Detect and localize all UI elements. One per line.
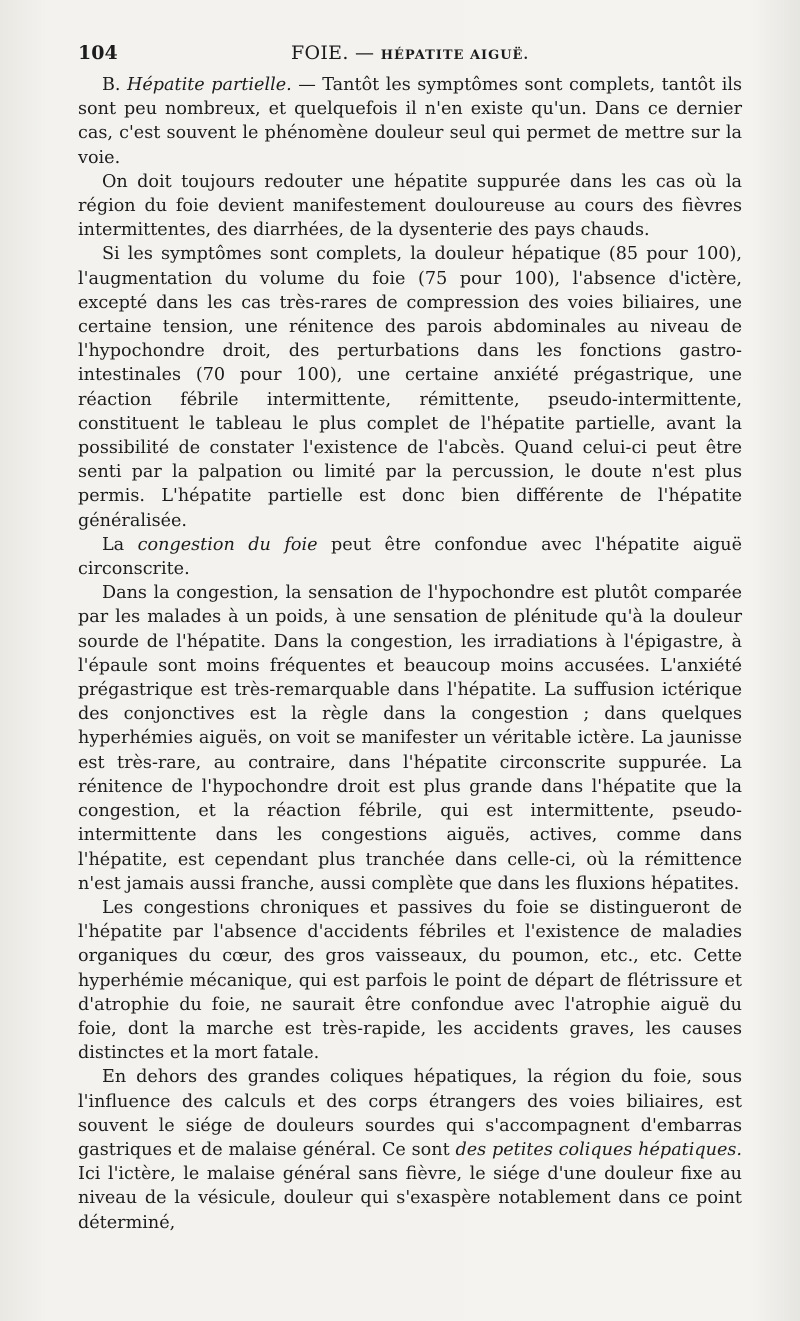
- paragraph-text: — Tantôt les symptômes sont complets, tantôt ils sont peu nombreux, et quelquefois il n'en existe qu'un. Dans ce dernier cas, c'est souvent le phénomène douleur seul qui permet de mettre sur la voie.: [78, 75, 742, 168]
- paragraph-coliques: [78, 1065, 742, 1234]
- section-heading: Hépatite partielle.: [127, 75, 292, 95]
- page-header: [78, 42, 742, 68]
- paragraph-sensation: Dans la congestion, la sensation de l'hypochondre est plutôt comparée par les malades à un poids, à une sensation de plénitude qu'à la douleur sourde de l'hépatite. Dans la congestion, les irradiations à l'épigastre, à l'épaule sont moins fréquentes et beaucoup moins accusées. L'anxiété prégastrique est très-remarquable dans l'hépatite. La suffusion ictérique des conjonctives est la règle dans la congestion ; dans quelques hyperhémies aiguës, on voit se manifester un véritable ictère. La jaunisse est très-rare, au contraire, dans l'hépatite circonscrite suppurée. La rénitence de l'hypochondre droit est plus grande dans l'hépatite que la congestion, et la réaction fébrile, qui est intermittente, pseudo-intermittente dans les congestions aiguës, actives, comme dans l'hépatite, est cependant plus tranchée dans celle-ci, où la rémittence n'est jamais aussi franche, aussi complète que dans les fluxions hépatites.: [78, 583, 742, 894]
- paragraph-symptomes: Si les symptômes sont complets, la douleur hépatique (85 pour 100), l'augmentation du volume du foie (75 pour 100), l'absence d'ictère, excepté dans les cas très-rares de compression des voies biliaires, une certaine tension, une rénitence des parois abdominales au niveau de l'hypochondre droit, des perturbations dans les fonctions gastro-intestinales (70 pour 100), une certaine anxiété prégastrique, une réaction fébrile intermittente, rémittente, pseudo-intermittente, constituent le tableau le plus complet de l'hépatite partielle, avant la possibilité de constater l'existence de l'abcès. Quand celui-ci peut être senti par la palpation ou limité par la percussion, le doute n'est plus permis. L'hépatite partielle est donc bien différente de l'hépatite généralisée.: [78, 244, 742, 531]
- running-head-separator: —: [355, 42, 375, 64]
- paragraph-hepatite-partielle: [78, 73, 742, 170]
- running-head-title: FOIE.: [291, 42, 349, 64]
- italic-term: des petites coliques hépatiques.: [455, 1139, 743, 1160]
- section-letter: B.: [102, 75, 128, 95]
- running-head: [78, 42, 742, 64]
- paragraph-suppuree: On doit toujours redouter une hépatite suppurée dans les cas où la région du foie devient manifestement douloureuse au cours des fièvres intermittentes, des diarrhées, de la dysenterie des pays chauds.: [78, 171, 742, 241]
- paragraph-text: peut être confondue avec l'hépatite aiguë circonscrite.: [78, 534, 743, 580]
- paragraph-text: En dehors des grandes coliques hépatiques, la région du foie, sous l'influence des calculs et des corps étrangers des voies biliaires, est souvent le siége de douleurs sourdes qui s'accompagnent d'embarras gastriques et de malaise général. Ce sont: [78, 1067, 742, 1160]
- page-number: 104: [78, 42, 118, 64]
- paragraph-text: La: [102, 534, 138, 555]
- italic-term: congestion du foie: [137, 534, 318, 555]
- paragraph-congestion: [78, 533, 742, 581]
- running-head-subtitle: HÉPATITE AIGUË.: [380, 48, 529, 63]
- paragraph-text: Ici l'ictère, le malaise général sans fièvre, le siége d'une douleur fixe au niveau de la vésicule, douleur qui s'exaspère notablement dans ce point déterminé,: [78, 1164, 742, 1233]
- paragraph-congestions-chroniques: Les congestions chroniques et passives du foie se distingueront de l'hépatite par l'absence d'accidents fébriles et l'existence de maladies organiques du cœur, des gros vaisseaux, du poumon, etc., etc. Cette hyperhémie mécanique, qui est parfois le point de départ de flétrissure et d'atrophie du foie, ne saurait être confondue avec l'atrophie aiguë du foie, dont la marche est très-rapide, les accidents graves, les causes distinctes et la mort fatale.: [78, 897, 742, 1064]
- page-body: [78, 73, 742, 1235]
